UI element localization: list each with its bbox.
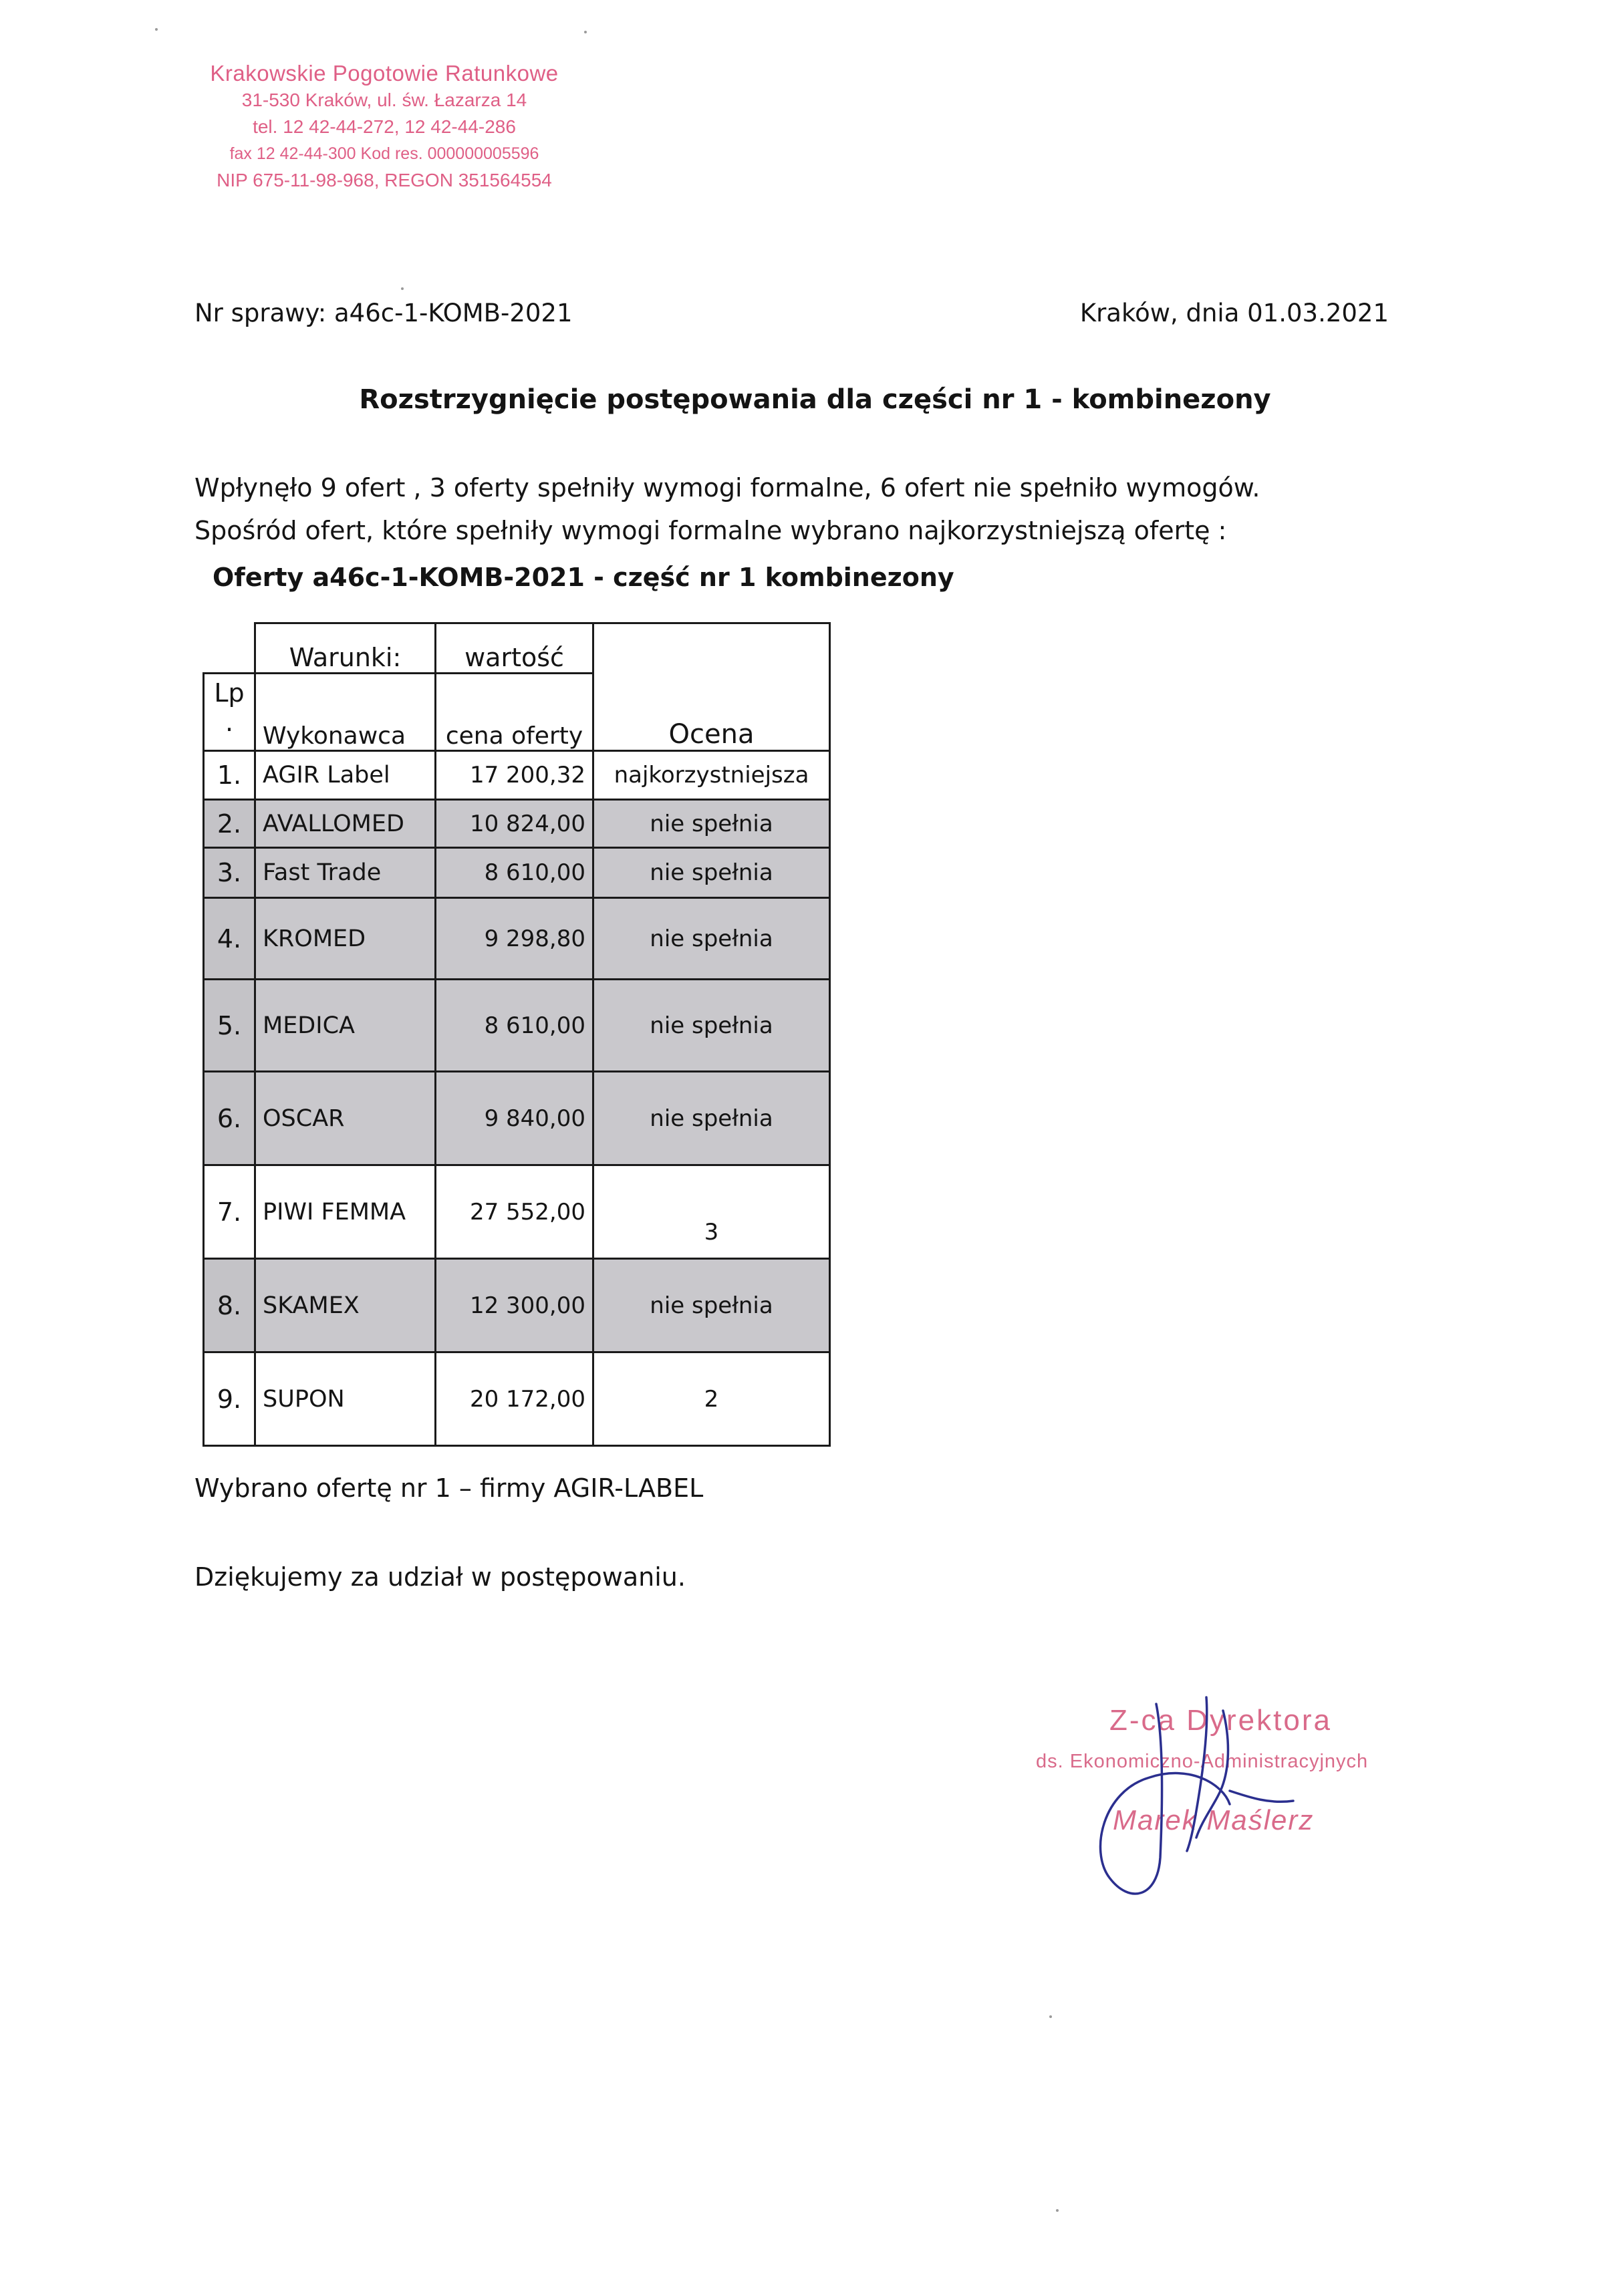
cell-lp: 7.: [204, 1165, 255, 1259]
document-title: Rozstrzygnięcie postępowania dla części nr 1 - kombinezony: [359, 384, 1271, 415]
scan-speck: [1049, 2015, 1052, 2018]
signature-department: ds. Ekonomiczno-Administracyjnych: [1036, 1751, 1369, 1772]
thanks-text: Dziękujemy za udział w postępowaniu.: [194, 1562, 686, 1592]
cell-cena: 10 824,00: [436, 800, 593, 848]
cell-lp: 9.: [204, 1352, 255, 1446]
cell-lp: 5.: [204, 980, 255, 1072]
header-lp-line-1: Lp: [214, 678, 245, 708]
signature-name: Marek Maślerz: [1113, 1804, 1315, 1836]
cell-wykonawca: PIWI FEMMA: [255, 1165, 436, 1259]
case-number: Nr sprawy: a46c-1-KOMB-2021: [194, 299, 573, 327]
handwritten-signature: [1029, 1684, 1430, 1904]
cell-wykonawca: AVALLOMED: [255, 800, 436, 848]
stamp-fax: fax 12 42-44-300 Kod res. 000000005596: [229, 144, 539, 163]
cell-cena: 9 298,80: [436, 898, 593, 980]
cell-cena: 12 300,00: [436, 1259, 593, 1352]
cell-lp: 6.: [204, 1072, 255, 1165]
table-row: [204, 980, 830, 1072]
stamp-name: Krakowskie Pogotowie Ratunkowe: [210, 61, 559, 86]
table-row: [204, 1352, 830, 1446]
cell-wykonawca: MEDICA: [255, 980, 436, 1072]
cell-cena: 20 172,00: [436, 1352, 593, 1446]
scan-speck: [1056, 2209, 1059, 2212]
header-wartosc: wartość: [436, 623, 593, 674]
cell-wykonawca: SUPON: [255, 1352, 436, 1446]
table-header-row-1: [204, 623, 830, 674]
intro-line-2: Spośród ofert, które spełniły wymogi formalne wybrano najkorzystniejszą ofertę :: [194, 516, 1227, 545]
table-corner: [204, 623, 255, 674]
table-row: [204, 898, 830, 980]
cell-wykonawca: Fast Trade: [255, 848, 436, 898]
offers-table: [203, 622, 831, 1447]
header-lp: [204, 674, 255, 751]
institution-stamp: [194, 60, 575, 194]
table-row: [204, 751, 830, 800]
cell-wykonawca: SKAMEX: [255, 1259, 436, 1352]
stamp-phone: tel. 12 42-44-272, 12 42-44-286: [253, 116, 516, 137]
cell-ocena: nie spełnia: [593, 1072, 830, 1165]
scan-speck: [584, 31, 587, 33]
table-row: [204, 1072, 830, 1165]
cell-ocena: najkorzystniejsza: [593, 751, 830, 800]
offers-table-body: [204, 751, 830, 1446]
cell-wykonawca: OSCAR: [255, 1072, 436, 1165]
table-row: [204, 848, 830, 898]
cell-ocena: nie spełnia: [593, 848, 830, 898]
scan-speck: [155, 28, 158, 31]
place-date: Kraków, dnia 01.03.2021: [1079, 299, 1389, 327]
table-row: [204, 800, 830, 848]
cell-cena: 27 552,00: [436, 1165, 593, 1259]
cell-cena: 17 200,32: [436, 751, 593, 800]
cell-ocena: 3: [593, 1165, 830, 1259]
cell-ocena: nie spełnia: [593, 1259, 830, 1352]
cell-ocena: nie spełnia: [593, 898, 830, 980]
stamp-ids: NIP 675-11-98-968, REGON 351564554: [217, 170, 552, 190]
cell-ocena: 2: [593, 1352, 830, 1446]
cell-lp: 8.: [204, 1259, 255, 1352]
selected-offer: Wybrano ofertę nr 1 – firmy AGIR-LABEL: [194, 1473, 704, 1503]
cell-wykonawca: AGIR Label: [255, 751, 436, 800]
cell-cena: 9 840,00: [436, 1072, 593, 1165]
signature-role: Z-ca Dyrektora: [1109, 1704, 1332, 1737]
cell-wykonawca: KROMED: [255, 898, 436, 980]
stamp-address: 31-530 Kraków, ul. św. Łazarza 14: [241, 90, 527, 110]
cell-lp: 1.: [204, 751, 255, 800]
cell-cena: 8 610,00: [436, 980, 593, 1072]
cell-ocena: nie spełnia: [593, 980, 830, 1072]
cell-lp: 4.: [204, 898, 255, 980]
header-wykonawca: Wykonawca: [255, 674, 436, 751]
header-warunki: Warunki:: [255, 623, 436, 674]
cell-ocena: nie spełnia: [593, 800, 830, 848]
signature-stamp: [1029, 1684, 1430, 1904]
table-row: [204, 1165, 830, 1259]
offers-subheading: Oferty a46c-1-KOMB-2021 - część nr 1 kombinezony: [213, 563, 954, 592]
cell-cena: 8 610,00: [436, 848, 593, 898]
cell-lp: 2.: [204, 800, 255, 848]
header-ocena: Ocena: [593, 623, 830, 751]
table-row: [204, 1259, 830, 1352]
header-cena: cena oferty: [436, 674, 593, 751]
header-lp-line-2: .: [225, 708, 234, 737]
intro-line-1: Wpłynęło 9 ofert , 3 oferty spełniły wymogi formalne, 6 ofert nie spełniło wymogów.: [194, 473, 1260, 503]
cell-lp: 3.: [204, 848, 255, 898]
scan-speck: [401, 287, 404, 290]
